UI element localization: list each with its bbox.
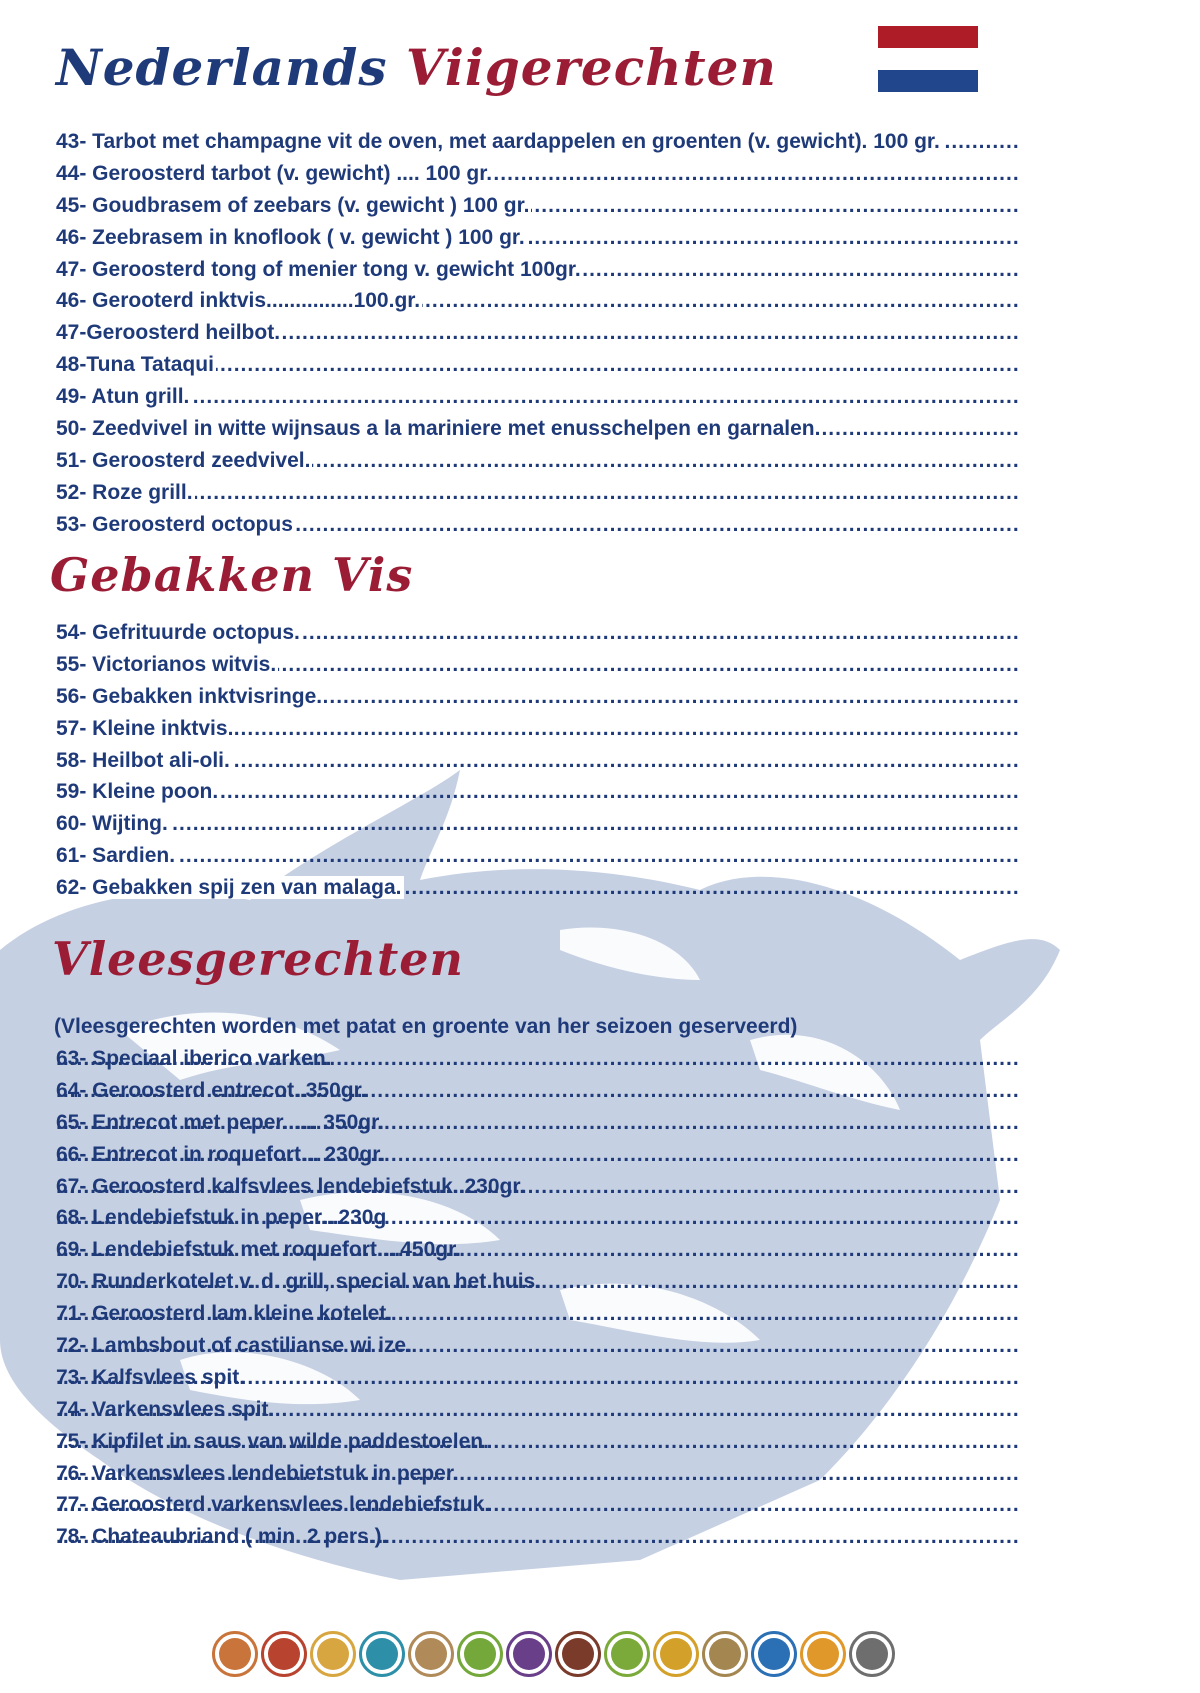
crustaceans-icon-inner (268, 1638, 300, 1670)
menu-item-text: 47-Geroosterd heilbot. (56, 321, 281, 345)
gluten-icon (212, 1631, 258, 1677)
menu-item-text: 44- Geroosterd tarbot (v. gewicht) .... 100 gr. (56, 161, 493, 185)
menu-item-text: 45- Goudbrasem of zeebars (v. gewicht ) 100 gr. (56, 193, 530, 217)
menu-item-text: 71- Geroosterd lam kleine kotelet. (56, 1302, 393, 1326)
menu-item-text: 68- Lendebiefstuk in peper...230g (56, 1206, 387, 1230)
menu-item (56, 1489, 1021, 1521)
menu-item-text: 61- Sardien. (56, 844, 176, 868)
menu-item (56, 1426, 1021, 1458)
milk-icon (506, 1631, 552, 1677)
soy-icon-inner (464, 1638, 496, 1670)
flag-stripe-red (878, 26, 978, 48)
menu-item-text: 46- Gerooterd inktvis...............100.gr. (56, 289, 421, 313)
eggs-icon (310, 1631, 356, 1677)
menu-item (56, 1075, 1021, 1107)
menu-item (56, 477, 1021, 509)
milk-icon-inner (513, 1638, 545, 1670)
celery-icon-inner (611, 1638, 643, 1670)
sesame-icon-inner (709, 1638, 741, 1670)
menu-item (56, 317, 1021, 349)
menu-item (56, 1043, 1021, 1075)
section-title-meat-dishes: Vleesgerechten (52, 932, 464, 986)
peanuts-icon (408, 1631, 454, 1677)
menu-item-text: 43- Tarbot met champagne vit de oven, met aardappelen en groenten (v. gewicht). 100 gr. (56, 130, 940, 153)
section-title-fish (56, 38, 777, 97)
menu-item (56, 413, 1021, 445)
mustard-icon-inner (660, 1638, 692, 1670)
menu-item-text: 53- Geroosterd octopus (56, 512, 293, 536)
menu-item (56, 1202, 1021, 1234)
menu-item-text: 73- Kalfsvlees spit. (56, 1365, 246, 1389)
menu-item (56, 1171, 1021, 1203)
menu-item (56, 509, 1021, 541)
menu-item (56, 285, 1021, 317)
menu-item-text: 63- Speciaal iberico varken. (56, 1047, 332, 1070)
menu-item-text: 55- Victorianos witvis. (56, 652, 277, 676)
sulphites-icon-inner (758, 1638, 790, 1670)
section-title-fish-part-b: Viigerechten (405, 38, 777, 97)
soy-icon (457, 1631, 503, 1677)
crustaceans-icon (261, 1631, 307, 1677)
menu-item (56, 1107, 1021, 1139)
menu-item-text: 59- Kleine poon. (56, 780, 219, 804)
menu-item (56, 681, 1021, 713)
menu-item-text: 62- Gebakken spij zen van malaga. (56, 876, 402, 900)
lupin-icon (800, 1631, 846, 1677)
fried-fish-list (56, 617, 1021, 904)
menu-item-text: 48-Tuna Tataqui (56, 353, 214, 377)
section-title-fried-fish: Gebakken Vis (50, 548, 414, 602)
menu-item-text: 47- Geroosterd tong of menier tong v. gewicht 100gr. (56, 257, 581, 281)
menu-item-text: 51- Geroosterd zeedvivel. (56, 448, 311, 472)
menu-item (56, 776, 1021, 808)
peanuts-icon-inner (415, 1638, 447, 1670)
menu-item (56, 190, 1021, 222)
menu-item (56, 254, 1021, 286)
menu-item-text: 46- Zeebrasem in knoflook ( v. gewicht ) 100 gr. (56, 225, 525, 249)
menu-item (56, 126, 1021, 158)
meat-dishes-list (56, 1043, 1021, 1553)
gluten-icon-inner (219, 1638, 251, 1670)
menu-item (56, 349, 1021, 381)
fish-icon-inner (366, 1638, 398, 1670)
mustard-icon (653, 1631, 699, 1677)
menu-item-text: 49- Atun grill. (56, 385, 190, 409)
celery-icon (604, 1631, 650, 1677)
menu-item (56, 1139, 1021, 1171)
menu-item-text: 70- Runderkotelet v. d. grill, special van het huis. (56, 1270, 542, 1294)
menu-item-text: 67- Geroosterd kalfsvlees lendebiefstuk..230gr. (56, 1174, 526, 1198)
menu-item (56, 1362, 1021, 1394)
menu-item-text: 58- Heilbot ali-oli. (56, 748, 230, 772)
allergen-icons-row (212, 1631, 895, 1677)
menu-item (56, 1234, 1021, 1266)
menu-item-text: 57- Kleine inktvis. (56, 716, 234, 740)
menu-item (56, 840, 1021, 872)
menu-item-text: 65- Entrecot met peper...... 350gr. (56, 1110, 384, 1134)
sesame-icon (702, 1631, 748, 1677)
menu-item (56, 1266, 1021, 1298)
sulphites-icon (751, 1631, 797, 1677)
menu-item (56, 617, 1021, 649)
molluscs-icon (849, 1631, 895, 1677)
molluscs-icon-inner (856, 1638, 888, 1670)
menu-item-text: 66- Entrecot in roquefort... 230gr. (56, 1142, 386, 1166)
fish-icon (359, 1631, 405, 1677)
menu-item (56, 872, 1021, 904)
menu-item-text: 50- Zeedvivel in witte wijnsaus a la mariniere met enusschelpen en garnalen. (56, 417, 821, 441)
meat-dishes-note: (Vleesgerechten worden met patat en groente van her seizoen geserveerd) (54, 1015, 798, 1038)
menu-item-text: 56- Gebakken inktvisringe. (56, 684, 323, 708)
menu-item-text: 74- Varkensvlees spit. (56, 1397, 275, 1421)
menu-item (56, 745, 1021, 777)
nuts-icon (555, 1631, 601, 1677)
menu-item-text: 75- Kipfilet in saus van wilde paddestoelen. (56, 1429, 489, 1453)
menu-item (56, 381, 1021, 413)
netherlands-flag-icon (878, 26, 978, 92)
lupin-icon-inner (807, 1638, 839, 1670)
menu-item-text: 52- Roze grill. (56, 480, 193, 504)
menu-item (56, 1521, 1021, 1553)
flag-stripe-white (878, 48, 978, 70)
menu-item-text: 76- Varkensvlees lendebietstuk in peper. (56, 1461, 459, 1485)
menu-item-text: 78- Chateaubriand ( min. 2 pers.). (56, 1525, 388, 1549)
menu-item (56, 1394, 1021, 1426)
fish-dishes-list (56, 126, 1021, 541)
menu-item-text: 69- Lendebiefstuk met roquefort....450gr. (56, 1238, 461, 1262)
menu-item-text: 64- Geroosterd entrecot..350gr. (56, 1078, 367, 1102)
eggs-icon-inner (317, 1638, 349, 1670)
menu-item (56, 445, 1021, 477)
menu-item (56, 808, 1021, 840)
menu-item (56, 1330, 1021, 1362)
menu-item-text: 54- Gefrituurde octopus. (56, 621, 300, 644)
section-title-fish-part-a: Nederlands (56, 38, 388, 97)
menu-item-text: 72- Lambsbout of castiliansе wi ize. (56, 1334, 412, 1358)
menu-item (56, 1298, 1021, 1330)
menu-item (56, 158, 1021, 190)
menu-item-text: 60- Wijting. (56, 812, 168, 836)
menu-item-text: 77- Geroosterd varkensvlees lendebiefstuk. (56, 1493, 491, 1517)
menu-item (56, 222, 1021, 254)
menu-item (56, 1458, 1021, 1490)
menu-item (56, 649, 1021, 681)
flag-stripe-blue (878, 70, 978, 92)
menu-item (56, 713, 1021, 745)
nuts-icon-inner (562, 1638, 594, 1670)
